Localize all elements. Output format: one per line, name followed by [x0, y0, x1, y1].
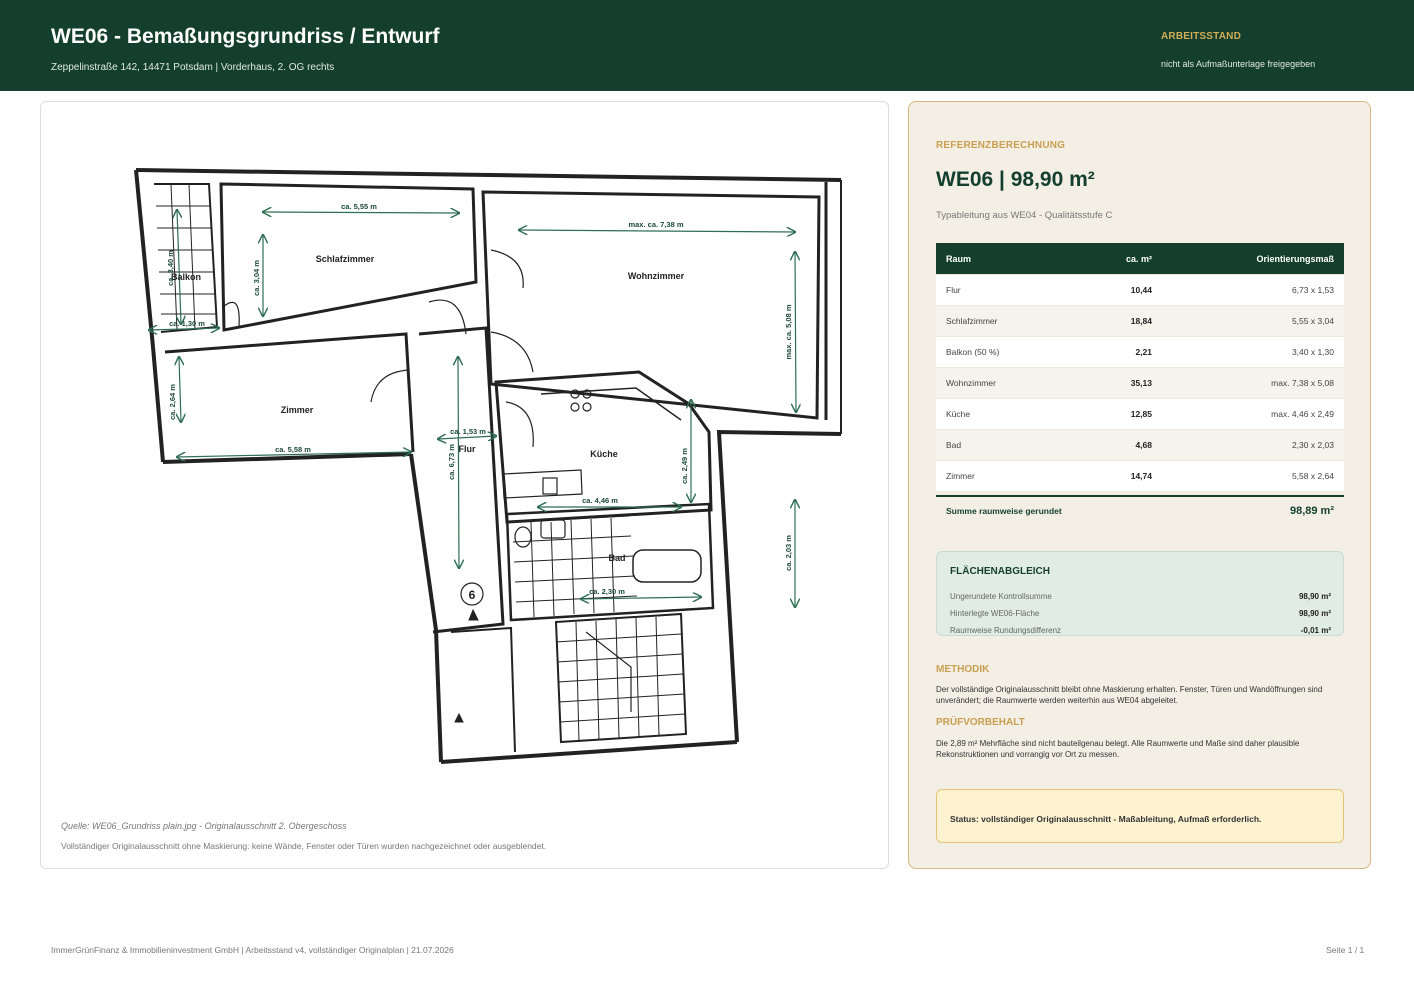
reconciliation-value: 98,90 m²	[1298, 592, 1331, 601]
table-header	[936, 243, 1344, 274]
table-body	[936, 274, 1344, 491]
status-text: Status: vollständiger Originalausschnitt - Maßableitung, Aufmaß erforderlich.	[950, 814, 1262, 824]
reconciliation-value: -0,01 m²	[1300, 626, 1331, 635]
cell-room: Zimmer	[946, 471, 975, 481]
area-table	[936, 243, 1344, 524]
pruefvorbehalt-heading: PRÜFVORBEHALT	[936, 717, 1025, 728]
cell-measure: max. 4,46 x 2,49	[1271, 409, 1334, 419]
table-row	[936, 305, 1344, 336]
cell-measure: 6,73 x 1,53	[1291, 285, 1334, 295]
stair-number: 6	[468, 588, 476, 602]
page-header	[0, 0, 1414, 91]
reconciliation-title: FLÄCHENABGLEICH	[950, 566, 1050, 577]
sum-label: Summe raumweise gerundet	[946, 505, 1062, 516]
status-note: nicht als Aufmaßunterlage freigegeben	[1161, 59, 1316, 69]
dim-label-flur-height: ca. 6,73 m	[447, 444, 456, 480]
reconciliation-label: Ungerundete Kontrollsumme	[950, 592, 1052, 601]
area-reconciliation-box	[936, 551, 1344, 636]
cell-room: Küche	[946, 409, 971, 419]
dim-label-bad-height: ca. 2,03 m	[784, 535, 793, 571]
dim-label-kueche-width: ca. 4,46 m	[582, 496, 618, 505]
cell-measure: 5,58 x 2,64	[1291, 471, 1334, 481]
dim-label-balkon-width: ca. 1,30 m	[169, 319, 205, 328]
status-box	[936, 789, 1344, 843]
column-header-measure: Orientierungsmaß	[1256, 253, 1334, 264]
floor-plan-drawing	[41, 102, 890, 870]
plan-walls	[136, 170, 841, 762]
cell-measure: 5,55 x 3,04	[1291, 316, 1334, 326]
cell-room: Bad	[946, 440, 962, 450]
cell-area: 10,44	[1130, 285, 1152, 295]
cell-area: 2,21	[1135, 347, 1152, 357]
cell-measure: max. 7,38 x 5,08	[1271, 378, 1334, 388]
reconciliation-label: Hinterlegte WE06-Fläche	[950, 609, 1040, 618]
dim-label-schlaf-width: ca. 5,55 m	[341, 202, 377, 211]
cell-area: 12,85	[1130, 409, 1152, 419]
cell-area: 4,68	[1135, 440, 1152, 450]
room-label-flur: Flur	[458, 444, 476, 454]
cell-measure: 2,30 x 2,03	[1291, 440, 1334, 450]
footer-page-number: Seite 1 / 1	[1326, 945, 1365, 955]
reconciliation-label: Raumweise Rundungsdifferenz	[950, 626, 1062, 635]
table-sum-row	[936, 495, 1344, 524]
dim-label-bad-width: ca. 2,30 m	[589, 587, 625, 596]
dim-label-flur-width: ca. 1,53 m	[450, 427, 486, 436]
footer-company: ImmerGrünFinanz & Immobilieninvestment GmbH | Arbeitsstand v4, vollständiger Originalplan | 21.07.2026	[51, 945, 454, 955]
table-row	[936, 274, 1344, 305]
reconciliation-value: 98,90 m²	[1298, 609, 1331, 618]
table-row	[936, 367, 1344, 398]
methodik-heading: METHODIK	[936, 664, 990, 675]
cell-area: 14,74	[1130, 471, 1152, 481]
cell-measure: 3,40 x 1,30	[1291, 347, 1334, 357]
pruefvorbehalt-text: Die 2,89 m² Mehrfläche sind nicht bauteilgenau belegt. Alle Raumwerte und Maße sind daher plausible Rekonstruktionen und vorrangig vor Ort zu messen.	[936, 739, 1300, 759]
room-label-schlafzimmer: Schlafzimmer	[315, 254, 375, 264]
panel-title: WE06 | 98,90 m²	[936, 168, 1095, 191]
cell-area: 18,84	[1130, 316, 1152, 326]
reconciliation-row	[950, 626, 1331, 635]
room-label-zimmer: Zimmer	[280, 405, 314, 415]
dim-label-zimmer-width: ca. 5,58 m	[275, 445, 311, 454]
page-title: WE06 - Bemaßungsgrundriss / Entwurf	[51, 25, 440, 48]
cell-room: Balkon (50 %)	[946, 347, 1000, 357]
column-header-area: ca. m²	[1125, 253, 1152, 264]
dim-label-wohn-width: max. ca. 7,38 m	[628, 220, 684, 229]
reconciliation-row	[950, 592, 1331, 601]
dim-label-schlaf-height: ca. 3,04 m	[252, 260, 261, 296]
column-header-raum: Raum	[946, 253, 972, 264]
room-label-balkon: Balkon	[170, 272, 202, 282]
cell-area: 35,13	[1130, 378, 1152, 388]
cell-room: Wohnzimmer	[946, 378, 996, 388]
dim-label-balkon-height: ca. 3,40 m	[166, 250, 175, 286]
panel-subtitle: Typableitung aus WE04 - Qualitätsstufe C	[936, 210, 1113, 221]
table-row	[936, 398, 1344, 429]
room-label-wohnzimmer: Wohnzimmer	[627, 271, 685, 281]
room-label-kueche: Küche	[590, 449, 618, 459]
plan-source: Quelle: WE06_Grundriss plain.jpg - Originalausschnitt 2. Obergeschoss	[61, 821, 347, 831]
dim-label-kueche-height: ca. 2,49 m	[680, 448, 689, 484]
methodik-text: Der vollständige Originalausschnitt bleibt ohne Maskierung erhalten. Fenster, Türen und Wandöffnungen sind unverändert; die Raumwerte werden weiterhin aus WE04 abgeleitet.	[936, 685, 1323, 705]
plan-note: Vollständiger Originalausschnitt ohne Maskierung: keine Wände, Fenster oder Türen wurden nachgezeichnet oder ausgeblendet.	[61, 841, 547, 851]
plan-dimensions	[149, 210, 796, 607]
floor-plan-card	[40, 101, 889, 869]
reconciliation-row	[950, 609, 1331, 618]
table-row	[936, 336, 1344, 367]
address-line: Zeppelinstraße 142, 14471 Potsdam | Vorderhaus, 2. OG rechts	[51, 62, 335, 73]
table-row	[936, 429, 1344, 460]
room-label-bad: Bad	[608, 553, 626, 563]
panel-kicker: REFERENZBERECHNUNG	[936, 140, 1066, 151]
dim-label-zimmer-height: ca. 2,64 m	[168, 384, 177, 420]
cell-room: Flur	[946, 285, 961, 295]
dim-label-wohn-height: max. ca. 5,08 m	[784, 304, 793, 360]
cell-room: Schlafzimmer	[946, 316, 998, 326]
reference-panel	[908, 101, 1371, 869]
sum-value: 98,89 m²	[1289, 504, 1334, 517]
status-label: ARBEITSSTAND	[1161, 31, 1241, 42]
table-row	[936, 460, 1344, 491]
